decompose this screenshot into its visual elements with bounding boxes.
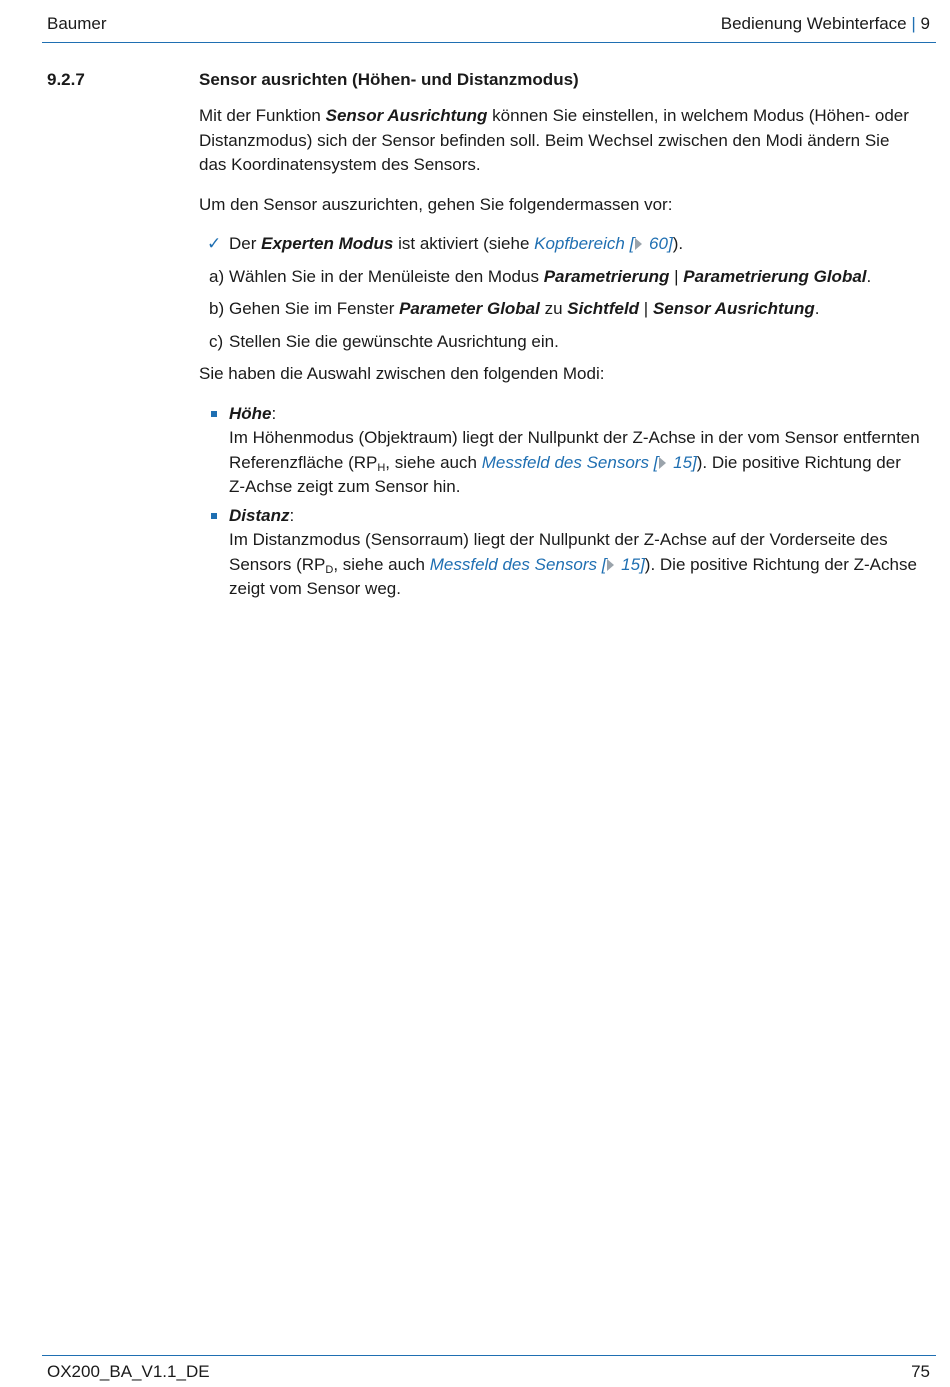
page-arrow-icon: [607, 559, 614, 571]
page-number: 75: [911, 1362, 930, 1381]
bullet-square-icon: [211, 513, 217, 519]
chapter-number: 9: [920, 14, 930, 33]
step-item: [199, 330, 921, 355]
step-text: Wählen Sie in der Menüleiste den Modus: [229, 266, 544, 286]
prereq-text: Der: [229, 234, 262, 253]
page-arrow-icon: [635, 238, 642, 250]
brand-name: Baumer: [47, 14, 107, 33]
menu-path: Parametrierung: [543, 266, 670, 286]
step-text: Gehen Sie im Fenster: [229, 299, 400, 318]
section-number: 9.2.7: [47, 70, 85, 89]
step-item: [199, 265, 921, 290]
prereq-text-mid: ist aktiviert (siehe: [393, 234, 535, 253]
link-label: Messfeld des Sensors [: [429, 554, 607, 574]
link-label: Messfeld des Sensors [: [481, 452, 659, 472]
mode-description: [229, 528, 921, 602]
page-arrow-icon: [659, 457, 666, 469]
step-item: [199, 297, 921, 322]
path-separator: |: [669, 266, 684, 286]
mode-name: Höhe: [229, 403, 272, 423]
intro-text-end: können Sie einstellen, in welchem Modus (Höhen- oder Distanzmodus) sich der Sensor befinden soll. Beim Wechsel zwischen den Modi ändern Sie das Koordinatensystem des Sensors.: [199, 106, 909, 174]
mode-colon: :: [289, 505, 295, 525]
step-marker: b): [209, 299, 225, 318]
path-separator: |: [639, 299, 653, 318]
step-marker: a): [209, 266, 225, 286]
document-id: OX200_BA_V1.1_DE: [47, 1362, 210, 1381]
window-name: Parameter Global: [399, 299, 540, 318]
link-page: 15]: [616, 554, 645, 574]
mode-text-mid: , siehe auch: [333, 554, 430, 574]
footer-rule: [42, 1355, 936, 1356]
mode-text: Im Distanzmodus (Sensorraum) liegt der Nullpunkt der Z-Achse auf der Vorderseite des Sensors (RP: [229, 530, 888, 574]
intro-paragraph: [199, 104, 921, 178]
step-text-end: .: [814, 299, 820, 318]
section-body: [199, 70, 921, 606]
cross-reference-link[interactable]: [482, 453, 697, 472]
link-page: 15]: [668, 452, 697, 472]
modes-intro: Sie haben die Auswahl zwischen den folgenden Modi:: [199, 364, 605, 383]
mode-name: Experten Modus: [261, 234, 394, 253]
mode-item: [199, 504, 921, 602]
mode-text-end: ). Die positive Richtung der Z-Achse zeigt vom Sensor weg.: [229, 554, 917, 598]
subscript: D: [325, 563, 334, 576]
link-label: Kopfbereich [: [534, 234, 635, 253]
section-title: Sensor ausrichten (Höhen- und Distanzmodus): [199, 70, 579, 89]
function-name: Sensor Ausrichtung: [325, 106, 488, 125]
step-text: Stellen Sie die gewünschte Ausrichtung ein.: [229, 331, 559, 351]
header-separator: |: [911, 14, 916, 33]
step-text-end: .: [866, 266, 872, 286]
cross-reference-link[interactable]: [534, 234, 673, 253]
checkmark-icon: ✓: [207, 234, 222, 253]
mode-name: Distanz: [229, 505, 290, 525]
link-page: 60]: [644, 234, 673, 253]
prereq-text-end: ).: [672, 234, 684, 253]
mode-text-mid: , siehe auch: [385, 452, 482, 472]
page-header: [47, 14, 930, 38]
step-marker: c): [209, 331, 224, 351]
subscript: H: [377, 461, 386, 474]
mode-description: [229, 426, 921, 500]
bullet-square-icon: [211, 411, 217, 417]
howto-paragraph: Um den Sensor auszurichten, gehen Sie folgendermassen vor:: [199, 194, 673, 214]
menu-path: Sichtfeld: [567, 299, 640, 318]
header-rule: [42, 42, 936, 43]
menu-path: Parametrierung Global: [683, 266, 867, 286]
running-title: [721, 14, 930, 34]
menu-path: Sensor Ausrichtung: [652, 299, 815, 318]
page-footer: [47, 1362, 930, 1382]
step-text-mid: zu: [539, 299, 568, 318]
mode-text: Im Höhenmodus (Objektraum) liegt der Nullpunkt der Z-Achse in der vom Sensor entfernten Referenzfläche (RP: [229, 428, 920, 472]
intro-text: Mit der Funktion: [199, 106, 326, 125]
mode-colon: :: [271, 403, 277, 423]
mode-item: [199, 402, 921, 500]
mode-text-end: ). Die positive Richtung der Z-Achse zeigt zum Sensor hin.: [229, 452, 901, 496]
chapter-title: Bedienung Webinterface: [720, 14, 907, 33]
prerequisite-item: [199, 232, 921, 257]
cross-reference-link[interactable]: [430, 555, 645, 574]
